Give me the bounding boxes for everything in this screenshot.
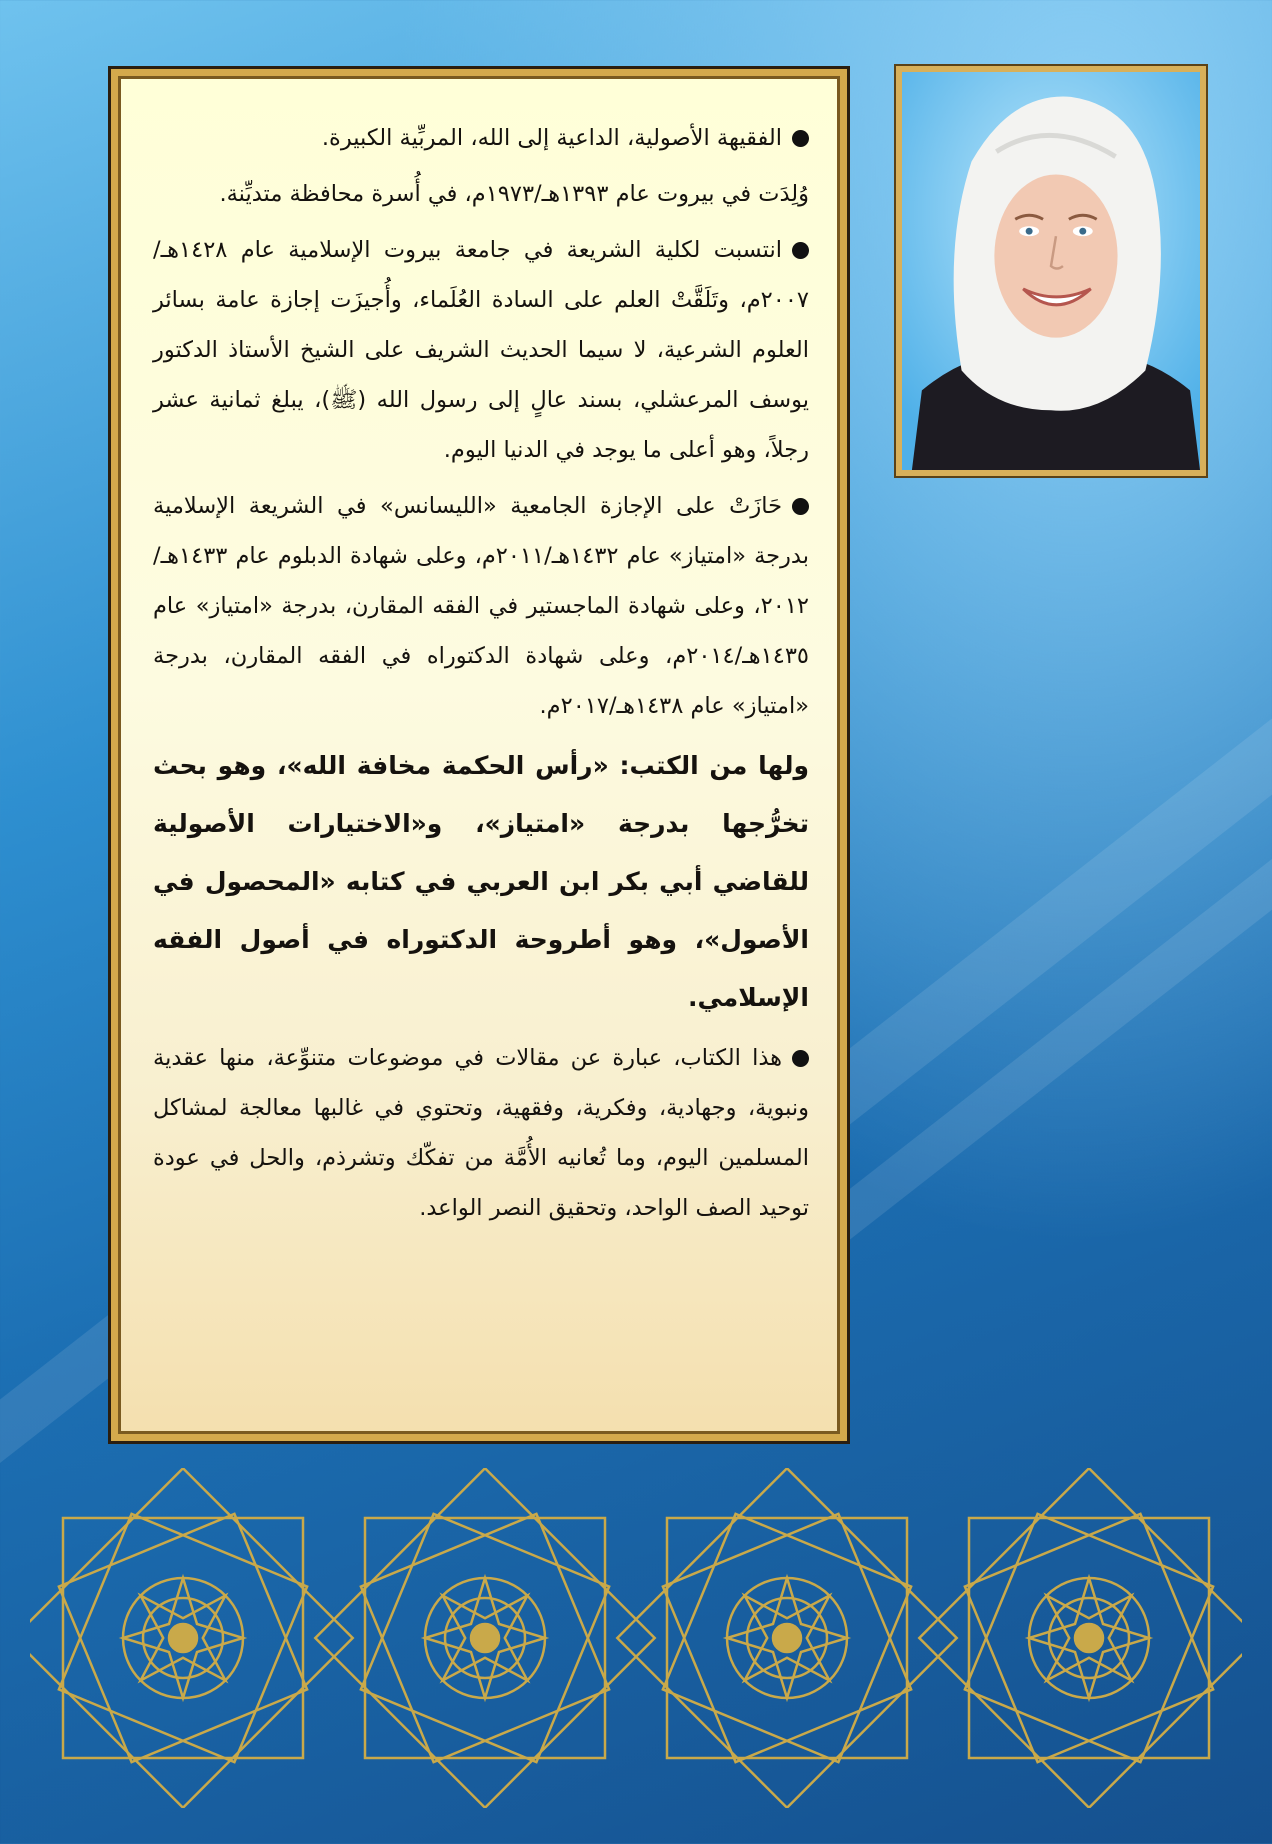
bullet-icon	[792, 130, 809, 147]
bio-paragraph	[153, 169, 809, 219]
bio-paragraph-text: ولها من الكتب: «رأس الحكمة مخافة الله»، وهو بحث تخرُّجها بدرجة «امتياز»، و«الاختيارات الأصولية للقاضي أبي بكر ابن العربي في كتابه «المحصول في الأصول»، وهو أطروحة الدكتوراه في أصول الفقه الإسلامي.	[153, 751, 809, 1012]
books-paragraph	[153, 737, 809, 1027]
author-photo	[896, 66, 1206, 476]
biography-text	[153, 113, 809, 1233]
bio-paragraph-text: انتسبت لكلية الشريعة في جامعة بيروت الإسلامية عام ١٤٢٨هـ/٢٠٠٧م، وتَلَقَّتْ العلم على السادة العُلَماء، وأُجيزَت إجازة عامة بسائر العلوم الشرعية، لا سيما الحديث الشريف على الشيخ الأستاذ الدكتور يوسف المرعشلي، بسند عالٍ إلى رسول الله (ﷺ)، يبلغ ثمانية عشر رجلاً، وهو أعلى ما يوجد في الدنيا اليوم.	[153, 237, 809, 463]
ornament-star-icon	[919, 1468, 1242, 1807]
bio-paragraph	[153, 1033, 809, 1233]
bullet-icon	[792, 498, 809, 515]
bio-paragraph	[153, 481, 809, 731]
ornament-row	[30, 1468, 1242, 1808]
ornament-star-icon	[617, 1468, 956, 1807]
bio-paragraph	[153, 113, 809, 163]
bio-paragraph	[153, 225, 809, 475]
ornament-star-icon	[30, 1468, 353, 1807]
bio-paragraph-text: وُلِدَت في بيروت عام ١٣٩٣هـ/١٩٧٣م، في أُسرة محافظة متديِّنة.	[219, 181, 809, 207]
bio-paragraph-text: هذا الكتاب، عبارة عن مقالات في موضوعات متنوِّعة، منها عقدية ونبوية، وجهادية، وفكرية، وفقهية، وتحتوي في غالبها معالجة لمشاكل المسلمين اليوم، وما تُعانيه الأُمَّة من تفكّك وتشرذم، والحل في عودة توحيد الصف الواحد، وتحقيق النصر الواعد.	[153, 1045, 809, 1221]
ornament-star-icon	[315, 1468, 654, 1807]
bio-paragraph-text: الفقيهة الأصولية، الداعية إلى الله، المربِّية الكبيرة.	[321, 125, 782, 151]
bullet-icon	[792, 1050, 809, 1067]
bullet-icon	[792, 242, 809, 259]
author-portrait-icon	[902, 72, 1200, 470]
biography-panel	[108, 66, 850, 1444]
bio-paragraph-text: حَازَتْ على الإجازة الجامعية «الليسانس» في الشريعة الإسلامية بدرجة «امتياز» عام ١٤٣٢هـ/٢٠١١م، وعلى شهادة الدبلوم عام ١٤٣٣هـ/٢٠١٢، وعلى شهادة الماجستير في الفقه المقارن، بدرجة «امتياز» عام ١٤٣٥هـ/٢٠١٤م، وعلى شهادة الدكتوراه في الفقه المقارن، بدرجة «امتياز» عام ١٤٣٨هـ/٢٠١٧م.	[153, 493, 809, 719]
